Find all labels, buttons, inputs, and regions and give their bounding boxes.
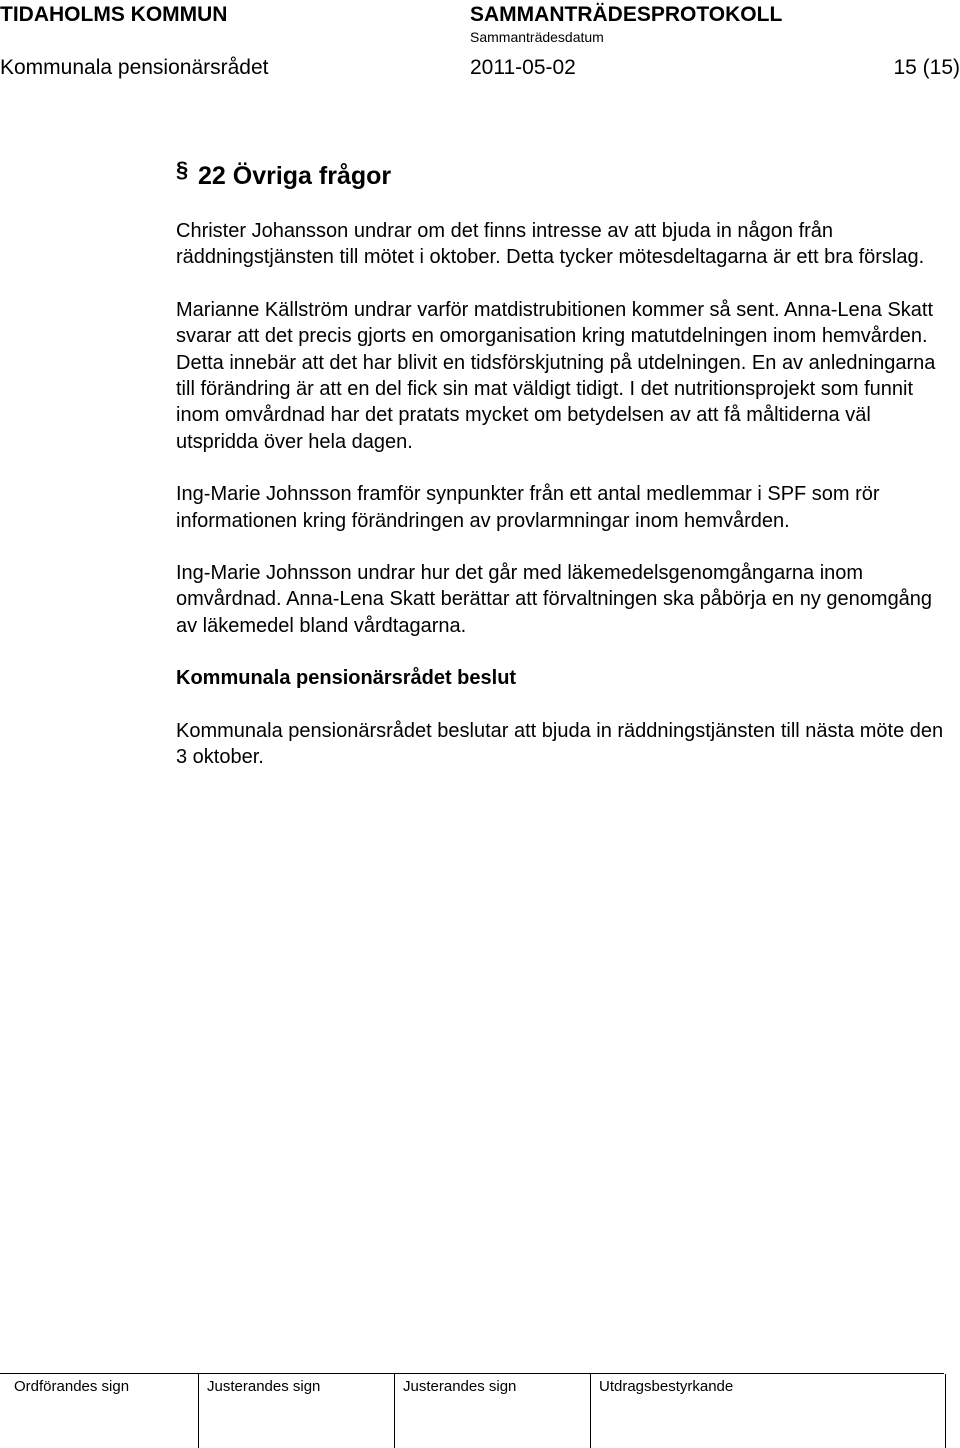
meeting-date: 2011-05-02 (470, 56, 576, 79)
signature-footer (0, 1373, 944, 1448)
date-label: Sammanträdesdatum (470, 29, 604, 45)
paragraph: Ing-Marie Johnsson undrar hur det går med läkemedelsgenomgångarna inom omvårdnad. Anna-Lena Skatt berättar att förvaltningen ska påbörja en ny genomgång av läkemedel bland vårdtagarna. (176, 562, 933, 637)
document-type: SAMMANTRÄDESPROTOKOLL (470, 3, 783, 26)
committee-name: Kommunala pensionärsrådet (0, 56, 269, 79)
signature-label: Justerandes sign (207, 1378, 321, 1395)
page-number: 15 (15) (893, 56, 960, 79)
signature-box (14, 1374, 198, 1448)
signature-label: Ordförandes sign (14, 1378, 130, 1395)
paragraph: Marianne Källström undrar varför matdistrubitionen kommer så sent. Anna-Lena Skatt svarar att det precis gjorts en omorganisation kring matutdelningen inom hemvården. Detta innebär att det har blivit en tidsförskjutning på utdelningen. En av anledningarna till förändring är att en del fick sin mat väldigt tidigt. I det nutritionsprojekt som funnit inom omvårdnad har det pratats mycket om betydelsen av att få måltiderna väl utspridda över hela dagen. (176, 298, 936, 453)
section-title-text: 22 Övriga frågor (198, 162, 392, 190)
paragraph: Ing-Marie Johnsson framför synpunkter från ett antal medlemmar i SPF som rör informationen kring förändringen av provlarmningar inom hemvården. (176, 483, 880, 532)
decision-heading: Kommunala pensionärsrådet beslut (176, 667, 517, 690)
signature-box (394, 1374, 591, 1448)
signature-box (198, 1374, 395, 1448)
signature-label: Utdragsbestyrkande (599, 1378, 734, 1395)
signature-label: Justerandes sign (403, 1378, 517, 1395)
section-body (176, 218, 958, 797)
paragraph: Christer Johansson undrar om det finns intresse av att bjuda in någon från räddningstjänsten till mötet i oktober. Detta tycker mötesdeltagarna är ett bra förslag. (176, 220, 925, 269)
signature-box (590, 1374, 946, 1448)
decision-text: Kommunala pensionärsrådet beslutar att bjuda in räddningstjänsten till nästa möte den 3 oktober. (176, 719, 944, 769)
section-title (176, 157, 392, 192)
organization-name: TIDAHOLMS KOMMUN (0, 3, 228, 26)
paragraph-mark: § (176, 157, 189, 182)
